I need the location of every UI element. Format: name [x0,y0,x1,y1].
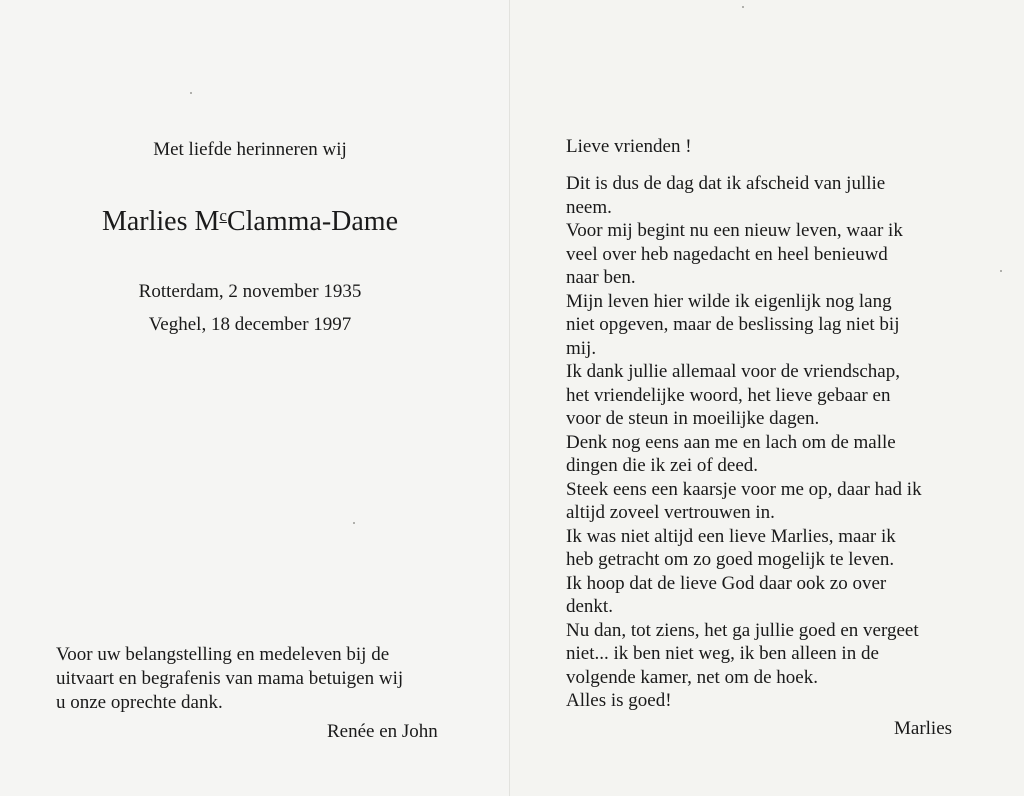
name-prefix-m: M [194,206,220,237]
letter-line: Dit is dus de dag dat ik afscheid van jullie [566,173,886,194]
paper-speck [190,92,192,94]
paper-speck [353,522,355,524]
farewell-letter [566,172,986,713]
letter-line: Alles is goed! [566,690,672,711]
deceased-name [0,198,500,240]
thanks-line: uitvaart en begrafenis van mama betuigen wij [56,668,404,689]
death-info: Veghel, 18 december 1997 [148,314,352,335]
letter-line: naar ben. [566,267,636,288]
letter-line: Nu dan, tot ziens, het ga jullie goed en vergeet [566,619,919,641]
letter-line: Ik was niet altijd een lieve Marlies, maar ik [566,525,896,547]
thanks-message [56,643,476,715]
paper-speck [1000,270,1002,272]
thanks-line: u onze oprechte dank. [56,692,223,713]
intro-text: Met liefde herinneren wij [153,139,347,160]
letter-line: veel over heb nagedacht en heel benieuwd [566,243,888,265]
letter-signature: Marlies [894,718,953,739]
thanks-line: Voor uw belangstelling en medeleven bij de [56,644,390,665]
letter-line: niet opgeven, maar de beslissing lag niet bij [566,314,900,335]
birth-info: Rotterdam, 2 november 1935 [138,281,362,302]
letter-line: neem. [566,196,612,218]
letter-line: mij. [566,337,597,359]
name-first: Marlies [101,206,188,237]
thanks-signature: Renée en John [327,721,438,742]
letter-line: Mijn leven hier wilde ik eigenlijk nog lang [566,290,892,312]
letter-line: voor de steun in moeilijke dagen. [566,408,820,429]
letter-line: dingen die ik zei of deed. [566,455,759,476]
paper-speck [742,6,744,8]
letter-line: Ik dank jullie allemaal voor de vriendschap, [566,361,900,382]
letter-line: Steek eens een kaarsje voor me op, daar had ik [566,478,922,500]
letter-line: denkt. [566,596,613,617]
letter-line: volgende kamer, net om de hoek. [566,666,818,688]
letter-line: niet... ik ben niet weg, ik ben alleen in de [566,643,879,664]
letter-line: Denk nog eens aan me en lach om de malle [566,431,896,453]
letter-line: altijd zoveel vertrouwen in. [566,502,775,523]
name-prefix-c: c [219,206,227,225]
letter-line: Voor mij begint nu een nieuw leven, waar ik [566,220,903,241]
left-panel [0,0,510,796]
letter-line: Ik hoop dat de lieve God daar ook zo over [566,572,887,594]
letter-line: het vriendelijke woord, het lieve gebaar en [566,384,891,406]
name-rest: Clamma-Dame [226,206,399,237]
letter-line: heb getracht om zo goed mogelijk te leven. [566,549,895,570]
letter-greeting: Lieve vrienden ! [566,136,692,157]
